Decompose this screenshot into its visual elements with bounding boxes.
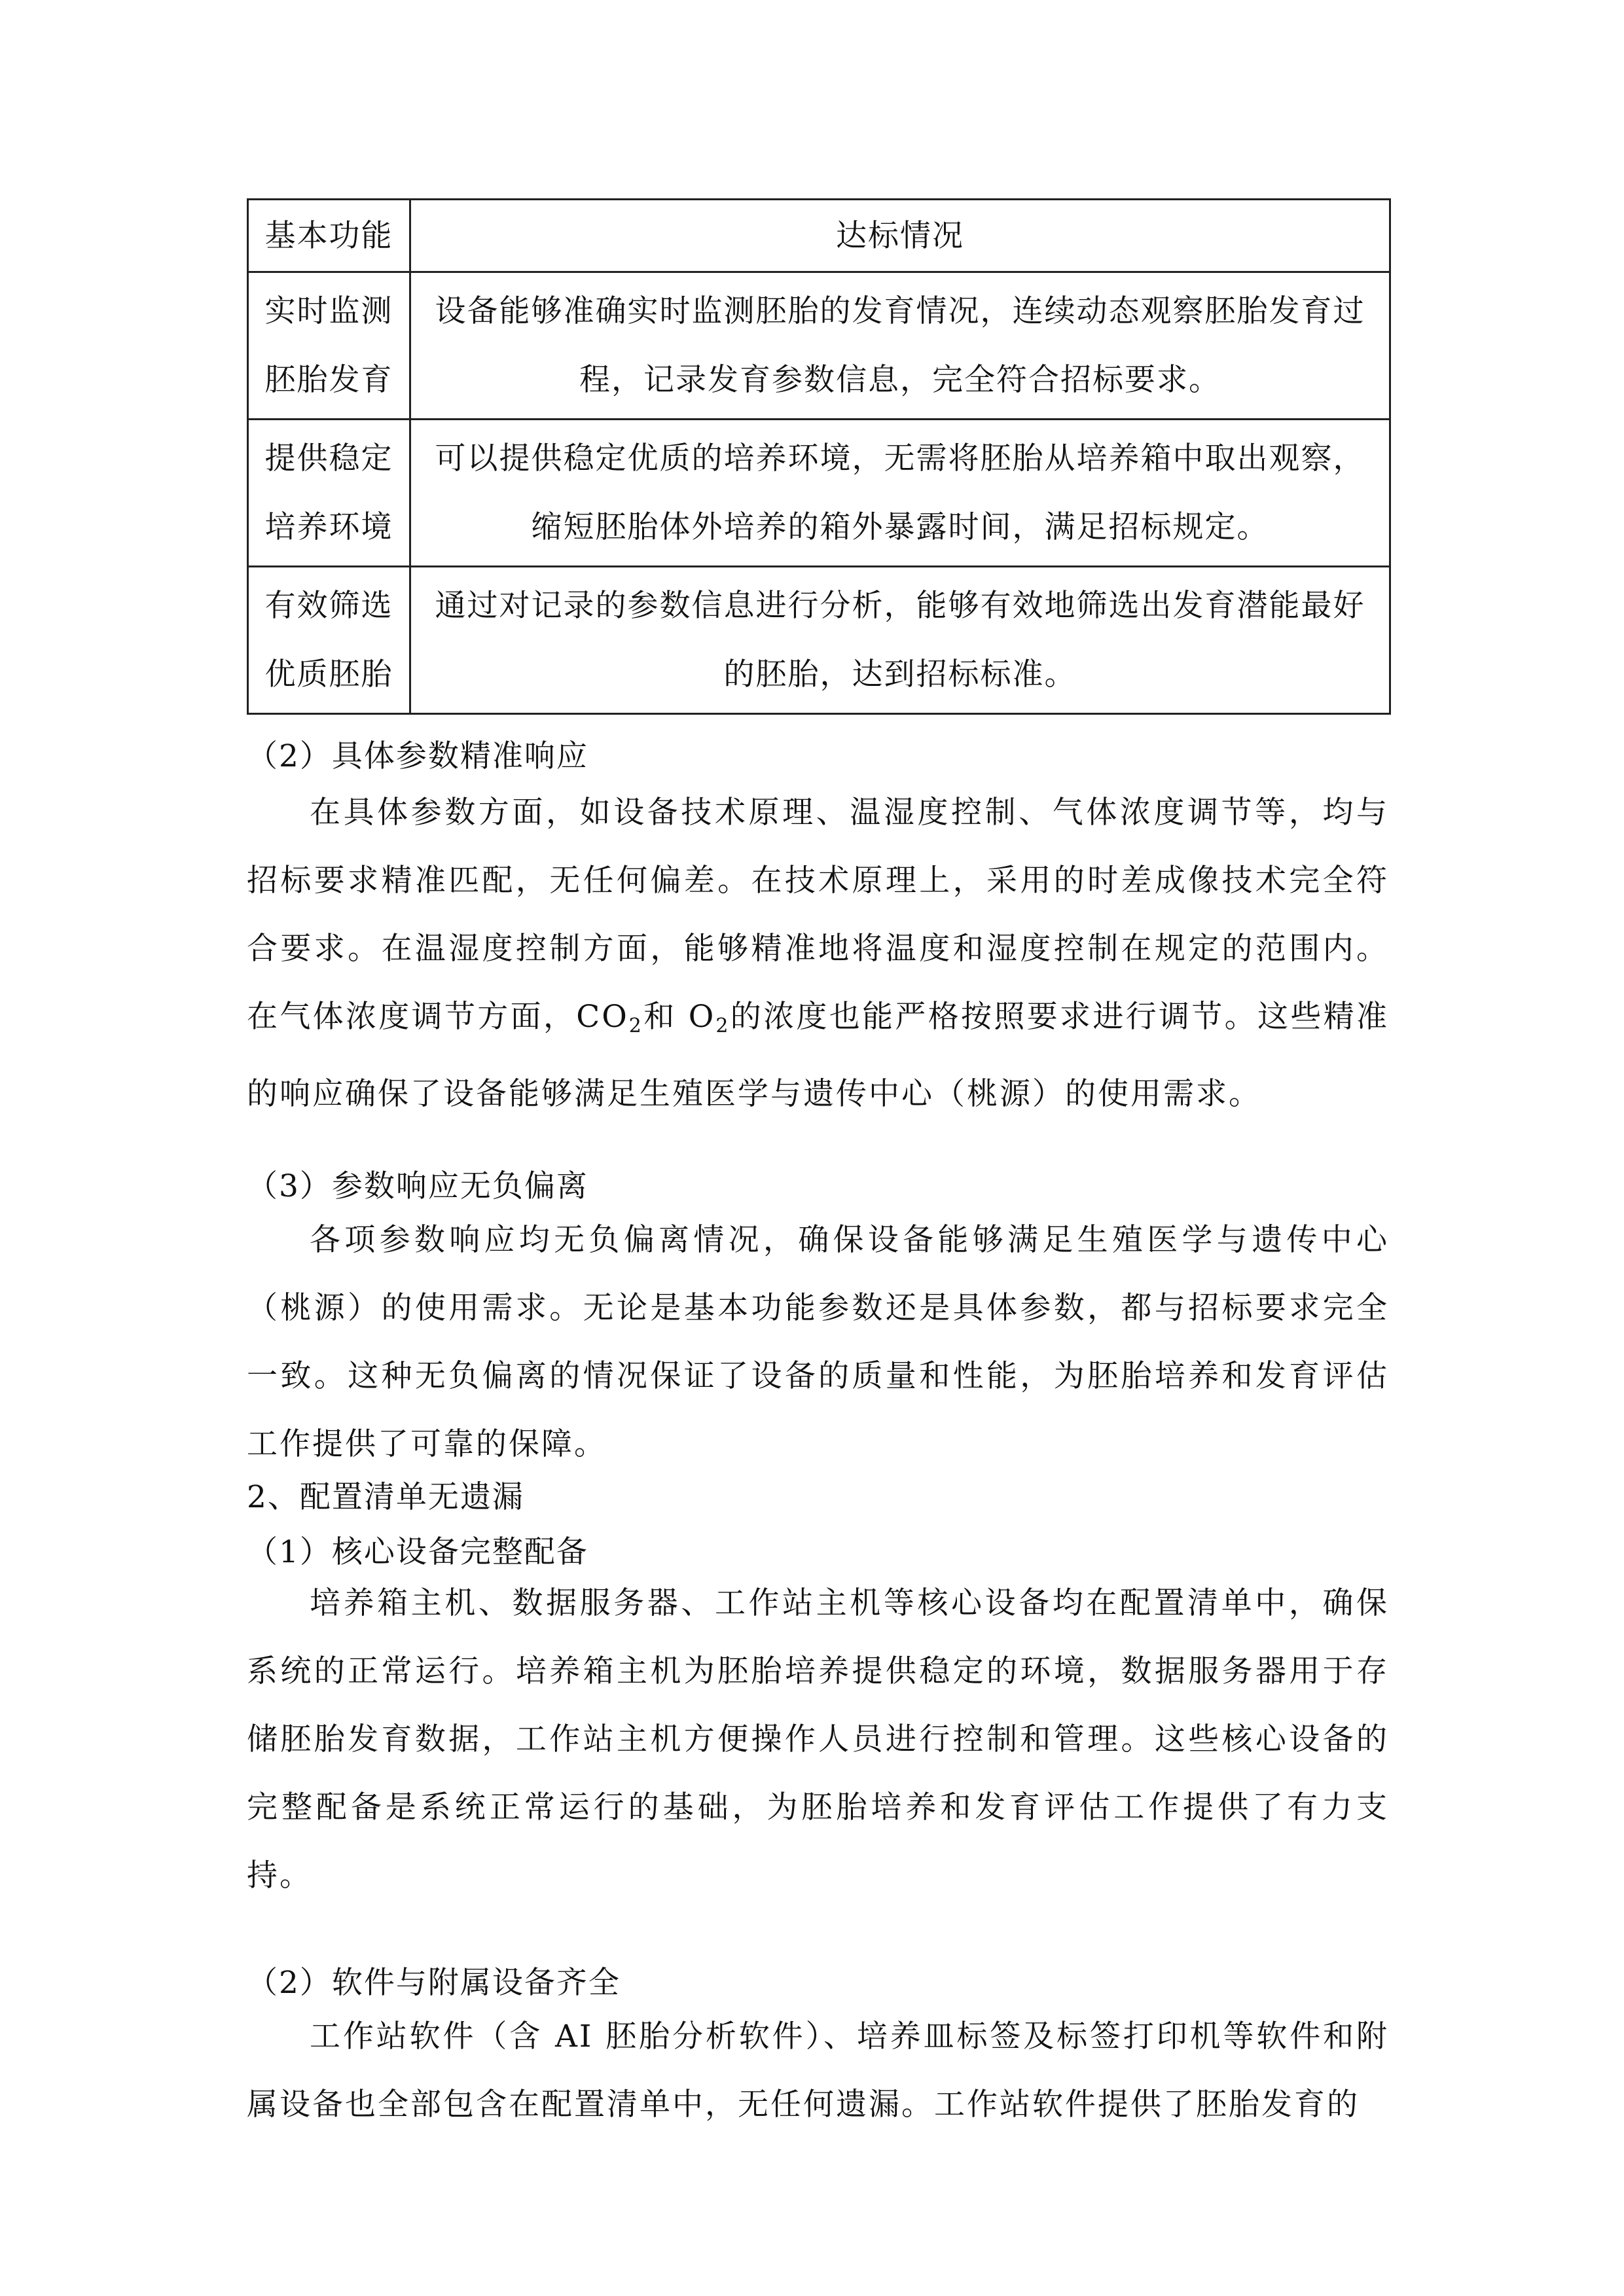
section-heading-software: （2）软件与附属设备齐全 [247,1965,621,2001]
row-label-line: 培养环境 [264,509,393,545]
paragraph-specific-params [247,779,1389,1128]
row-text: 设备能够准确实时监测胚胎的发育情况，连续动态观察胚胎发育过程，记录发育参数信息，完全符合招标要求。 [435,293,1365,398]
section-heading-config-list: 2、配置清单无遗漏 [247,1479,524,1515]
row-label-line: 优质胚胎 [264,656,393,692]
paragraph-core-equipment: 培养箱主机、数据服务器、工作站主机等核心设备均在配置清单中，确保系统的正常运行。培养箱主机为胚胎培养提供稳定的环境，数据服务器用于存储胚胎发育数据，工作站主机方便操作人员进行控制和管理。这些核心设备的完整配备是系统正常运行的基础，为胚胎培养和发育评估工作提供了有力支持。 [247,1585,1389,1893]
para-text: 在具体参数方面，如设备技术原理、温湿度控制、气体浓度调节等，均与招标要求精准匹配，无任何偏差。在技术原理上，采用的时差成像技术完全符合要求。在温湿度控制方面，能够精准地将温度和湿度控制在规定的范围内。在气体浓度调节方面，CO [247,795,1389,1035]
row-label-line: 提供稳定 [264,440,393,476]
subscript: 2 [715,1014,731,1037]
table-cell-label [248,567,410,714]
table-header-cell [248,200,410,272]
table-row [248,272,1390,420]
row-label-line: 胚胎发育 [264,362,393,398]
table-header-cell [410,200,1390,272]
para-text: 和 O [643,999,716,1035]
header-status: 达标情况 [836,217,964,254]
table-cell-text [410,272,1390,420]
section-heading-no-deviation: （3）参数响应无负偏离 [247,1168,588,1204]
table-row [248,420,1390,567]
section-heading-core-equipment: （1）核心设备完整配备 [247,1534,588,1570]
row-text: 通过对记录的参数信息进行分析，能够有效地筛选出发育潜能最好的胚胎，达到招标标准。 [435,588,1365,692]
row-text: 可以提供稳定优质的培养环境，无需将胚胎从培养箱中取出观察，缩短胚胎体外培养的箱外暴露时间，满足招标规定。 [435,440,1365,545]
section-heading-specific-params: （2）具体参数精准响应 [247,738,588,774]
table-header-row [248,200,1390,272]
table-cell-text [410,420,1390,567]
subscript: 2 [628,1014,643,1037]
row-label-line: 实时监测 [264,293,393,329]
paragraph-software: 工作站软件（含 AI 胚胎分析软件）、培养皿标签及标签打印机等软件和附属设备也全部包含在配置清单中，无任何遗漏。工作站软件提供了胚胎发育的 [247,2018,1389,2123]
table-cell-text [410,567,1390,714]
paragraph-no-deviation: 各项参数响应均无负偏离情况，确保设备能够满足生殖医学与遗传中心（桃源）的使用需求。无论是基本功能参数还是具体参数，都与招标要求完全一致。这种无负偏离的情况保证了设备的质量和性能，为胚胎培养和发育评估工作提供了可靠的保障。 [247,1222,1389,1462]
table-cell-label [248,420,410,567]
compliance-table [247,198,1391,715]
table-cell-label [248,272,410,420]
header-function: 基本功能 [264,217,393,254]
row-label-line: 有效筛选 [264,588,393,624]
table-row [248,567,1390,714]
para-text: 的浓度也能严格按照要求进行调节。这些精准的响应确保了设备能够满足生殖医学与遗传中心（桃源）的使用需求。 [247,999,1389,1112]
